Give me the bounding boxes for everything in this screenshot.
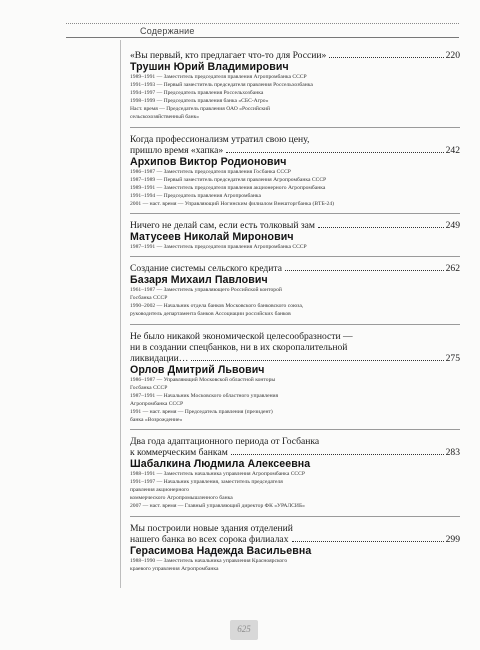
entry-title-lastline: [130, 447, 460, 458]
entry-title-text: «Вы первый, кто предлагает что-то для России»: [130, 50, 327, 61]
entry-separator: [130, 516, 460, 517]
entry-author: Матусеев Николай Миронович: [130, 231, 294, 244]
entry-title-text: к коммерческим банкам: [130, 447, 228, 459]
bio-line: краевого управления Агропромбанка: [130, 565, 219, 572]
entry-title-line: Когда профессионализм утратил свою цену,: [130, 133, 310, 145]
author-bio: [130, 286, 460, 318]
bio-line: 1998–1999 — Председатель правления банка «СБС-Агро»: [130, 98, 269, 105]
entry-title-line: Не было никакой экономической целесообразности —: [130, 330, 353, 342]
bio-line: 1986–1987 — Заместитель председателя правления Госбанка СССР: [130, 168, 291, 175]
bio-line: Госбанка СССР: [130, 295, 168, 302]
bio-line: банка «Возрождение»: [130, 416, 183, 423]
bio-line: 1987–1989 — Первый заместитель председателя правления Агропромбанка СССР: [130, 176, 327, 183]
entry-separator: [130, 429, 460, 430]
entry-author: Герасимова Надежда Васильевна: [130, 544, 312, 557]
toc-entry: [130, 523, 460, 573]
author-bio: [130, 73, 460, 122]
entry-page-number: 299: [445, 533, 460, 545]
page-number: 625: [237, 624, 251, 634]
left-margin-rule: [120, 40, 121, 588]
entry-title-text: пришло время «хапка»: [130, 144, 224, 156]
bio-line: 1991–1997 — Начальник управления, заместитель председателя: [130, 479, 283, 486]
toc-entry: [130, 50, 460, 122]
entry-page-number: 262: [445, 263, 460, 275]
header-rule: [66, 37, 459, 38]
entry-title-text: нашего банка во всех сорока филиалах: [130, 533, 289, 545]
toc-entry: [130, 436, 460, 510]
header-title: Содержание: [140, 26, 195, 36]
bio-line: 2001 — наст. время — Управляющий Ногинским филиалом Внешторгбанка (ВТБ-24): [130, 200, 335, 207]
dot-leader: [329, 57, 443, 58]
dot-leader: [191, 360, 443, 361]
entry-title-lastline: [130, 220, 460, 231]
entry-title: [130, 220, 460, 231]
entry-title-lastline: [130, 263, 460, 274]
entry-author: Орлов Дмитрий Львович: [130, 363, 265, 376]
toc-entry: [130, 263, 460, 318]
entry-title-lastline: [130, 50, 460, 61]
bio-line: правления акционерного: [130, 487, 190, 494]
author-bio: [130, 168, 460, 208]
bio-line: 1986–1987 — Управляющий Московской областной конторы: [130, 376, 276, 383]
bio-line: руководитель департамента банков Ассоциации российских банков: [130, 311, 291, 318]
dot-leader: [226, 152, 443, 153]
author-bio: [130, 470, 460, 510]
bio-line: 1987–1991 — Заместитель председателя правления Агропромбанка СССР: [130, 244, 307, 251]
table-of-contents: [130, 50, 460, 578]
bio-line: Госбанка СССР: [130, 384, 168, 391]
entry-page-number: 283: [445, 447, 460, 459]
entry-title-lastline: [130, 534, 460, 545]
author-bio: [130, 557, 460, 573]
bio-line: 2007 — наст. время — Главный управляющий директор ФК «УРАЛСИБ»: [130, 503, 305, 510]
bio-line: 1991–1994 — Председатель правления Агропромбанка: [130, 192, 261, 199]
entry-separator: [130, 127, 460, 128]
entry-page-number: 220: [445, 50, 460, 61]
page-folio: [230, 620, 258, 640]
entry-title-line: ни в создании спецбанков, ни в их скоропалительной: [130, 341, 348, 353]
entry-title-text: ликвидации…: [130, 352, 189, 364]
entry-author: Трушин Юрий Владимирович: [130, 61, 289, 73]
header-dotted-rule: [66, 23, 459, 24]
entry-title-line: Два года адаптационного периода от Госбанка: [130, 436, 320, 448]
toc-entry: [130, 134, 460, 208]
bio-line: 1989–1991 — Заместитель председателя правления акционерного Агропромбанка: [130, 184, 326, 191]
author-bio: [130, 376, 460, 425]
entry-author: Базаря Михаил Павлович: [130, 274, 268, 287]
entry-title: [130, 331, 460, 364]
author-bio: [130, 243, 460, 251]
dot-leader: [231, 454, 444, 455]
bio-line: 1961–1987 — Заместитель управляющего Российской конторой: [130, 287, 282, 294]
bio-line: Наст. время — Председатель правления ОАО «Российский: [130, 106, 271, 113]
entry-title: [130, 436, 460, 458]
dot-leader: [285, 270, 444, 271]
entry-page-number: 275: [445, 352, 460, 364]
entry-title-line: Мы построили новые здания отделений: [130, 522, 293, 534]
dot-leader: [318, 227, 444, 228]
toc-entry: [130, 331, 460, 425]
entry-title: [130, 523, 460, 545]
bio-line: 1989–1991 — Заместитель председателя правления Агропромбанка СССР: [130, 74, 307, 80]
running-header: [66, 23, 459, 37]
bio-line: 1988–1991 — Заместитель начальника управления Агропромбанка СССР: [130, 471, 305, 478]
bio-line: 1991–1993 — Первый заместитель председателя правления Россельхозбанка: [130, 82, 313, 89]
bio-line: Агропромбанка СССР: [130, 400, 184, 407]
entry-separator: [130, 213, 460, 214]
entry-page-number: 242: [445, 144, 460, 156]
entry-title-lastline: [130, 353, 460, 364]
entry-title: [130, 263, 460, 274]
entry-author: Архипов Виктор Родионович: [130, 155, 287, 168]
entry-separator: [130, 256, 460, 257]
bio-line: коммерческого Агропромышленного банка: [130, 495, 233, 502]
entry-title-text: Создание системы сельского кредита: [130, 263, 282, 275]
bio-line: 1990–2002 — Начальник отдела банков Московского банковского союза,: [130, 303, 304, 310]
entry-title: [130, 50, 460, 61]
dot-leader: [292, 541, 444, 542]
bio-line: 1994–1997 — Председатель правления Россельхозбанка: [130, 90, 264, 97]
entry-page-number: 249: [445, 220, 460, 232]
bio-line: сельскохозяйственный банк»: [130, 114, 200, 121]
bio-line: 1988–1990 — Заместитель начальника управления Красноярского: [130, 557, 288, 564]
entry-separator: [130, 324, 460, 325]
bio-line: 1991 — наст. время — Председатель правления (президент): [130, 408, 273, 415]
toc-entry: [130, 220, 460, 251]
entry-title-lastline: [130, 145, 460, 156]
entry-title-text: Ничего не делай сам, если есть толковый зам: [130, 220, 315, 232]
entry-author: Шабалкина Людмила Алексеевна: [130, 458, 311, 471]
entry-title: [130, 134, 460, 156]
bio-line: 1987–1991 — Начальник Московского областного управления: [130, 392, 279, 399]
